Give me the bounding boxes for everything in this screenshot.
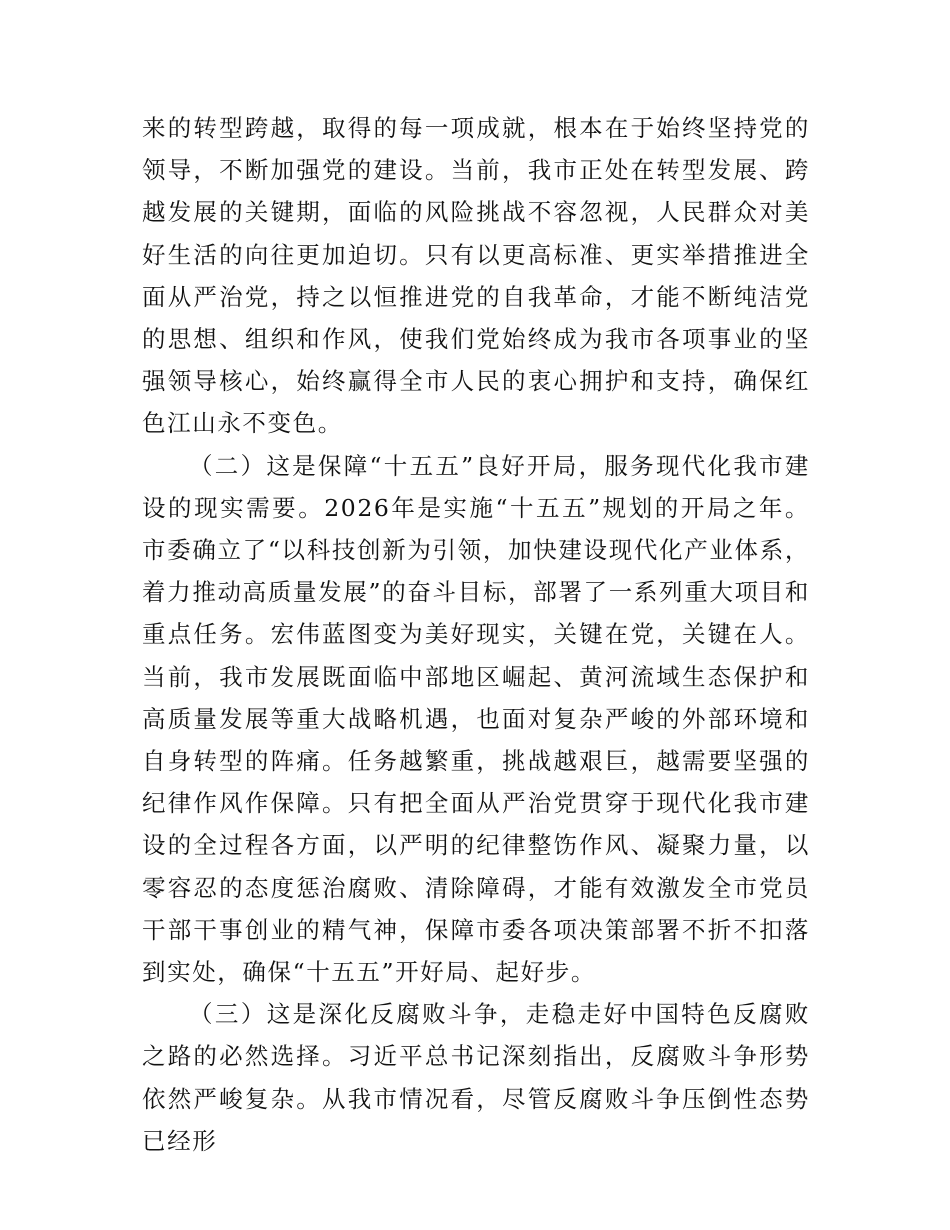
- body-text: [142, 107, 810, 1162]
- paragraph-section-two: （二）这是保障“十五五”良好开局，服务现代化我市建设的现实需要。2026年是实施“十五五”规划的开局之年。市委确立了“以科技创新为引领，加快建设现代化产业体系，着力推动高质量发展”的奋斗目标，部署了一系列重大项目和重点任务。宏伟蓝图变为美好现实，关键在党，关键在人。当前，我市发展既面临中部地区崛起、黄河流域生态保护和高质量发展等重大战略机遇，也面对复杂严峻的外部环境和自身转型的阵痛。任务越繁重，挑战越艰巨，越需要坚强的纪律作风作保障。只有把全面从严治党贯穿于现代化我市建设的全过程各方面，以严明的纪律整饬作风、凝聚力量，以零容忍的态度惩治腐败、清除障碍，才能有效激发全市党员干部干事创业的精气神，保障市委各项决策部署不折不扣落到实处，确保“十五五”开好局、起好步。: [142, 451, 810, 987]
- paragraph-continuation: 来的转型跨越，取得的每一项成就，根本在于始终坚持党的领导，不断加强党的建设。当前，我市正处在转型发展、跨越发展的关键期，面临的风险挑战不容忽视，人民群众对美好生活的向往更加迫切。只有以更高标准、更实举措推进全面从严治党，持之以恒推进党的自我革命，才能不断纯洁党的思想、组织和作风，使我们党始终成为我市各项事业的坚强领导核心，始终赢得全市人民的衷心拥护和支持，确保红色江山永不变色。: [142, 114, 810, 438]
- paragraph-section-three: （三）这是深化反腐败斗争，走稳走好中国特色反腐败之路的必然选择。习近平总书记深刻指出，反腐败斗争形势依然严峻复杂。从我市情况看，尽管反腐败斗争压倒性态势已经形: [142, 1000, 810, 1155]
